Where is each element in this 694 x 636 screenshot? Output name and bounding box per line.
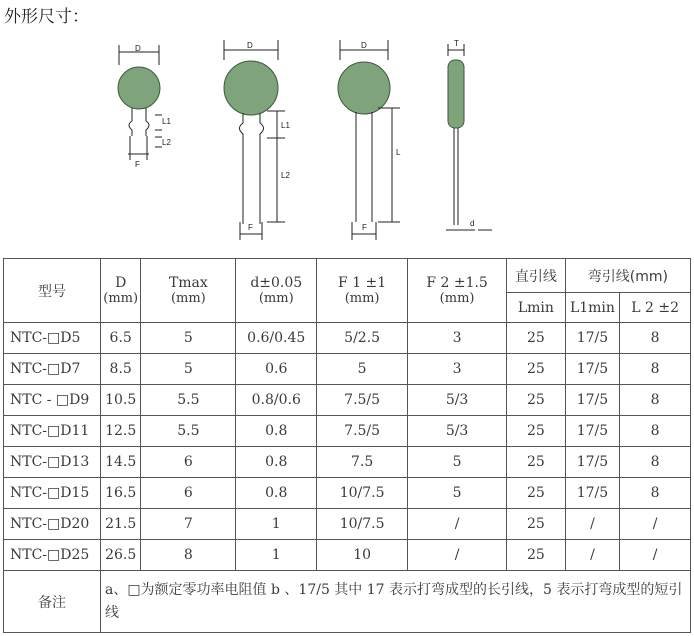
cell-lmin: 25	[507, 354, 566, 385]
cell-lmin: 25	[507, 509, 566, 540]
header-l2: L 2 ±2	[620, 293, 691, 323]
cell-l1min: /	[565, 509, 620, 540]
dim-l-label-3: L	[396, 148, 401, 157]
table-header-row-1	[4, 259, 691, 293]
table-row	[4, 323, 691, 354]
cell-model: NTC-□D5	[4, 323, 101, 354]
note-text: a、□为额定零功率电阻值 b 、17/5 其中 17 表示打弯成型的长引线，5 表示打弯成型的短引线	[100, 571, 690, 633]
cell-lmin: 25	[507, 385, 566, 416]
cell-d: 12.5	[100, 416, 140, 447]
header-tmax	[141, 259, 236, 323]
cell-l2: 8	[620, 323, 691, 354]
cell-l1min: 17/5	[565, 416, 620, 447]
header-straight-lead: 直引线	[507, 259, 566, 293]
cell-model: NTC-□D11	[4, 416, 101, 447]
cell-f2: 5/3	[408, 385, 507, 416]
dim-l1-label-1: L1	[162, 117, 171, 126]
cell-l1min: 17/5	[565, 354, 620, 385]
cell-lmin: 25	[507, 478, 566, 509]
table-row	[4, 354, 691, 385]
cell-f1: 7.5/5	[317, 416, 408, 447]
cell-f1: 5/2.5	[317, 323, 408, 354]
page-title: 外形尺寸：	[4, 7, 89, 27]
cell-lead-d: 0.6	[236, 354, 317, 385]
table-row	[4, 416, 691, 447]
note-label: 备注	[4, 571, 101, 633]
cell-f1: 10	[317, 540, 408, 571]
cell-tmax: 5.5	[141, 385, 236, 416]
header-l1min: L1min	[565, 293, 620, 323]
header-f1-unit: (mm)	[344, 291, 380, 306]
header-lead-d-unit: (mm)	[258, 291, 294, 306]
cell-lead-d: 1	[236, 540, 317, 571]
cell-tmax: 7	[141, 509, 236, 540]
cell-f2: 3	[408, 323, 507, 354]
cell-f1: 7.5	[317, 447, 408, 478]
cell-model: NTC-□D20	[4, 509, 101, 540]
cell-tmax: 6	[141, 478, 236, 509]
cell-l1min: 17/5	[565, 478, 620, 509]
table-row	[4, 447, 691, 478]
cell-f1: 10/7.5	[317, 509, 408, 540]
cell-tmax: 5	[141, 323, 236, 354]
cell-lead-d: 0.8	[236, 416, 317, 447]
thermistor-small-kinked	[118, 45, 162, 160]
cell-l1min: 17/5	[565, 385, 620, 416]
dim-f-label-2: F	[248, 223, 253, 232]
cell-d: 16.5	[100, 478, 140, 509]
header-bent-lead: 弯引线(mm)	[565, 259, 690, 293]
cell-l2: /	[620, 540, 691, 571]
cell-lead-d: 0.8	[236, 447, 317, 478]
table-row	[4, 509, 691, 540]
cell-l2: /	[620, 509, 691, 540]
dim-l1-label-2: L1	[281, 121, 290, 130]
header-d-unit: (mm)	[103, 291, 139, 306]
cell-tmax: 5.5	[141, 416, 236, 447]
dim-f-label-1: F	[135, 160, 140, 169]
table-body	[4, 323, 691, 571]
header-f2	[408, 259, 507, 323]
cell-model: NTC-□D15	[4, 478, 101, 509]
cell-lmin: 25	[507, 447, 566, 478]
outline-drawing	[0, 0, 694, 250]
cell-f2: /	[408, 509, 507, 540]
header-d-label: D	[115, 275, 127, 291]
cell-f2: 5/3	[408, 416, 507, 447]
cell-l1min: /	[565, 540, 620, 571]
cell-f2: /	[408, 540, 507, 571]
table-row	[4, 385, 691, 416]
cell-d: 10.5	[100, 385, 140, 416]
header-tmax-unit: (mm)	[170, 291, 206, 306]
dim-f-label-3: F	[362, 223, 367, 232]
header-model: 型号	[4, 259, 101, 323]
cell-l2: 8	[620, 385, 691, 416]
cell-l2: 8	[620, 447, 691, 478]
cell-l2: 8	[620, 354, 691, 385]
cell-l1min: 17/5	[565, 323, 620, 354]
cell-model: NTC - □D9	[4, 385, 101, 416]
header-lead-d	[236, 259, 317, 323]
dim-lead-d-label: d	[470, 219, 475, 228]
table-row	[4, 478, 691, 509]
cell-lmin: 25	[507, 416, 566, 447]
cell-d: 6.5	[100, 323, 140, 354]
note-row	[4, 571, 691, 633]
thermistor-side-view	[446, 44, 492, 230]
header-d	[100, 259, 140, 323]
cell-lead-d: 0.8	[236, 478, 317, 509]
spec-table	[3, 258, 691, 633]
cell-f2: 5	[408, 447, 507, 478]
cell-l2: 8	[620, 478, 691, 509]
cell-f1: 7.5/5	[317, 385, 408, 416]
thermistor-straight	[338, 40, 400, 240]
cell-d: 8.5	[100, 354, 140, 385]
header-f1	[317, 259, 408, 323]
header-lmin: Lmin	[507, 293, 566, 323]
cell-d: 14.5	[100, 447, 140, 478]
cell-lead-d: 1	[236, 509, 317, 540]
cell-tmax: 6	[141, 447, 236, 478]
cell-tmax: 5	[141, 354, 236, 385]
cell-f1: 5	[317, 354, 408, 385]
cell-f2: 5	[408, 478, 507, 509]
cell-d: 26.5	[100, 540, 140, 571]
cell-tmax: 8	[141, 540, 236, 571]
cell-lead-d: 0.8/0.6	[236, 385, 317, 416]
cell-lmin: 25	[507, 323, 566, 354]
dim-d-label-2: D	[247, 41, 253, 50]
cell-model: NTC-□D13	[4, 447, 101, 478]
header-f2-unit: (mm)	[439, 291, 475, 306]
dim-l2-label-1: L2	[162, 138, 171, 147]
dim-d-label-3: D	[361, 41, 367, 50]
cell-f1: 10/7.5	[317, 478, 408, 509]
cell-f2: 3	[408, 354, 507, 385]
dim-l2-label-2: L2	[281, 171, 290, 180]
cell-l2: 8	[620, 416, 691, 447]
header-tmax-label: Tmax	[168, 275, 208, 291]
thermistor-large-kinked	[224, 40, 285, 240]
cell-d: 21.5	[100, 509, 140, 540]
header-lead-d-label: d±0.05	[250, 275, 303, 291]
cell-l1min: 17/5	[565, 447, 620, 478]
dim-d-label-1: D	[135, 44, 141, 53]
header-f1-label: F 1 ±1	[338, 275, 387, 291]
cell-model: NTC-□D7	[4, 354, 101, 385]
cell-lead-d: 0.6/0.45	[236, 323, 317, 354]
dim-t-label: T	[454, 39, 459, 48]
cell-lmin: 25	[507, 540, 566, 571]
table-row	[4, 540, 691, 571]
cell-model: NTC-□D25	[4, 540, 101, 571]
header-f2-label: F 2 ±1.5	[426, 275, 488, 291]
